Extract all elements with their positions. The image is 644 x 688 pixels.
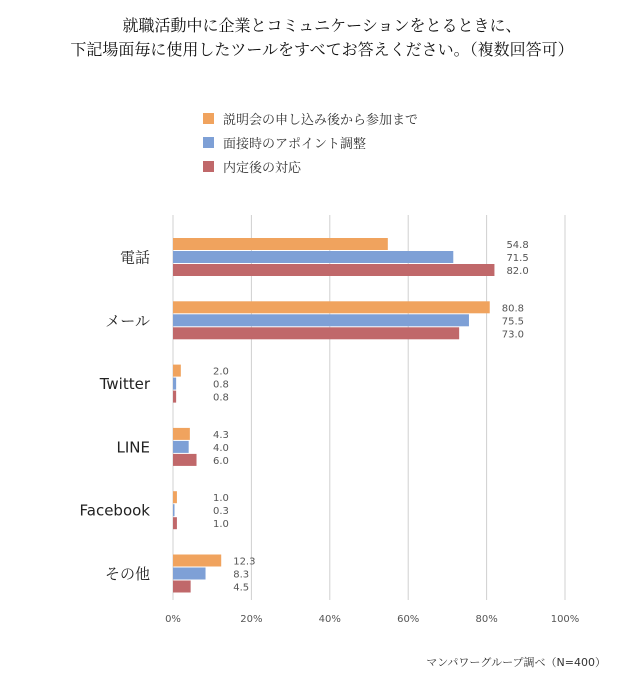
- bar-1-0: [173, 301, 490, 313]
- category-label-4: Facebook: [79, 501, 150, 520]
- value-label-0-2: 82.0: [506, 266, 529, 277]
- category-label-0: 電話: [119, 248, 150, 267]
- bar-2-2: [173, 391, 176, 403]
- bar-1-1: [173, 314, 469, 326]
- legend-label-series-3: 内定後の対応: [223, 160, 302, 176]
- value-label-5-1: 8.3: [233, 569, 250, 581]
- value-label-1-2: 73.0: [501, 329, 525, 341]
- value-label-3-1: 4.0: [213, 442, 229, 454]
- value-label-5-2: 4.5: [233, 582, 250, 594]
- bar-0-2: [173, 264, 494, 276]
- value-label-2-1: 0.8: [213, 379, 229, 391]
- value-label-5-0: 12.3: [233, 556, 256, 568]
- x-tick-label-3: 60%: [397, 614, 420, 625]
- bar-3-2: [173, 454, 197, 466]
- bar-4-0: [173, 491, 177, 503]
- bar-3-1: [173, 441, 189, 453]
- bar-0-1: [173, 251, 453, 263]
- x-tick-label-5: 100%: [550, 614, 580, 625]
- bar-5-2: [173, 581, 191, 593]
- bar-5-1: [173, 568, 206, 580]
- category-label-1: メール: [105, 311, 150, 330]
- value-label-4-2: 1.0: [213, 519, 229, 531]
- chart-title-line-2: 下記場面毎に使用したツールをすべてお答えください。（複数回答可）: [70, 40, 574, 59]
- bar-5-0: [173, 555, 221, 567]
- value-label-4-0: 1.0: [213, 493, 229, 505]
- x-tick-label-4: 80%: [475, 614, 498, 625]
- category-label-2: Twitter: [99, 375, 150, 394]
- value-label-2-0: 2.0: [213, 366, 229, 378]
- value-label-0-0: 54.8: [506, 240, 529, 251]
- value-label-3-0: 4.3: [213, 429, 229, 441]
- bar-4-1: [173, 504, 175, 516]
- value-label-1-0: 80.8: [501, 303, 525, 315]
- legend-label-series-2: 面接時のアポイント調整: [223, 136, 367, 152]
- value-label-1-1: 75.5: [501, 316, 525, 328]
- chart-title-line-1: 就職活動中に企業とコミュニケーションをとるときに、: [122, 16, 522, 35]
- bar-2-0: [173, 365, 181, 377]
- value-label-2-2: 0.8: [213, 392, 229, 404]
- bar-3-0: [173, 428, 190, 440]
- bar-1-2: [173, 327, 459, 339]
- source-note: マンパワーグループ調べ（N=400）: [426, 656, 606, 669]
- category-label-5: その他: [104, 565, 150, 583]
- x-tick-label-0: 0%: [165, 614, 181, 625]
- value-label-0-1: 71.5: [506, 253, 529, 264]
- x-tick-label-2: 40%: [318, 614, 341, 625]
- category-label-3: LINE: [116, 438, 150, 457]
- bar-4-2: [173, 517, 177, 529]
- value-label-4-1: 0.3: [213, 506, 229, 518]
- legend-label-series-1: 説明会の申し込み後から参加まで: [223, 112, 419, 128]
- value-label-3-2: 6.0: [213, 455, 229, 467]
- bar-2-1: [173, 378, 176, 390]
- bar-0-0: [173, 238, 388, 250]
- x-tick-label-1: 20%: [240, 614, 263, 625]
